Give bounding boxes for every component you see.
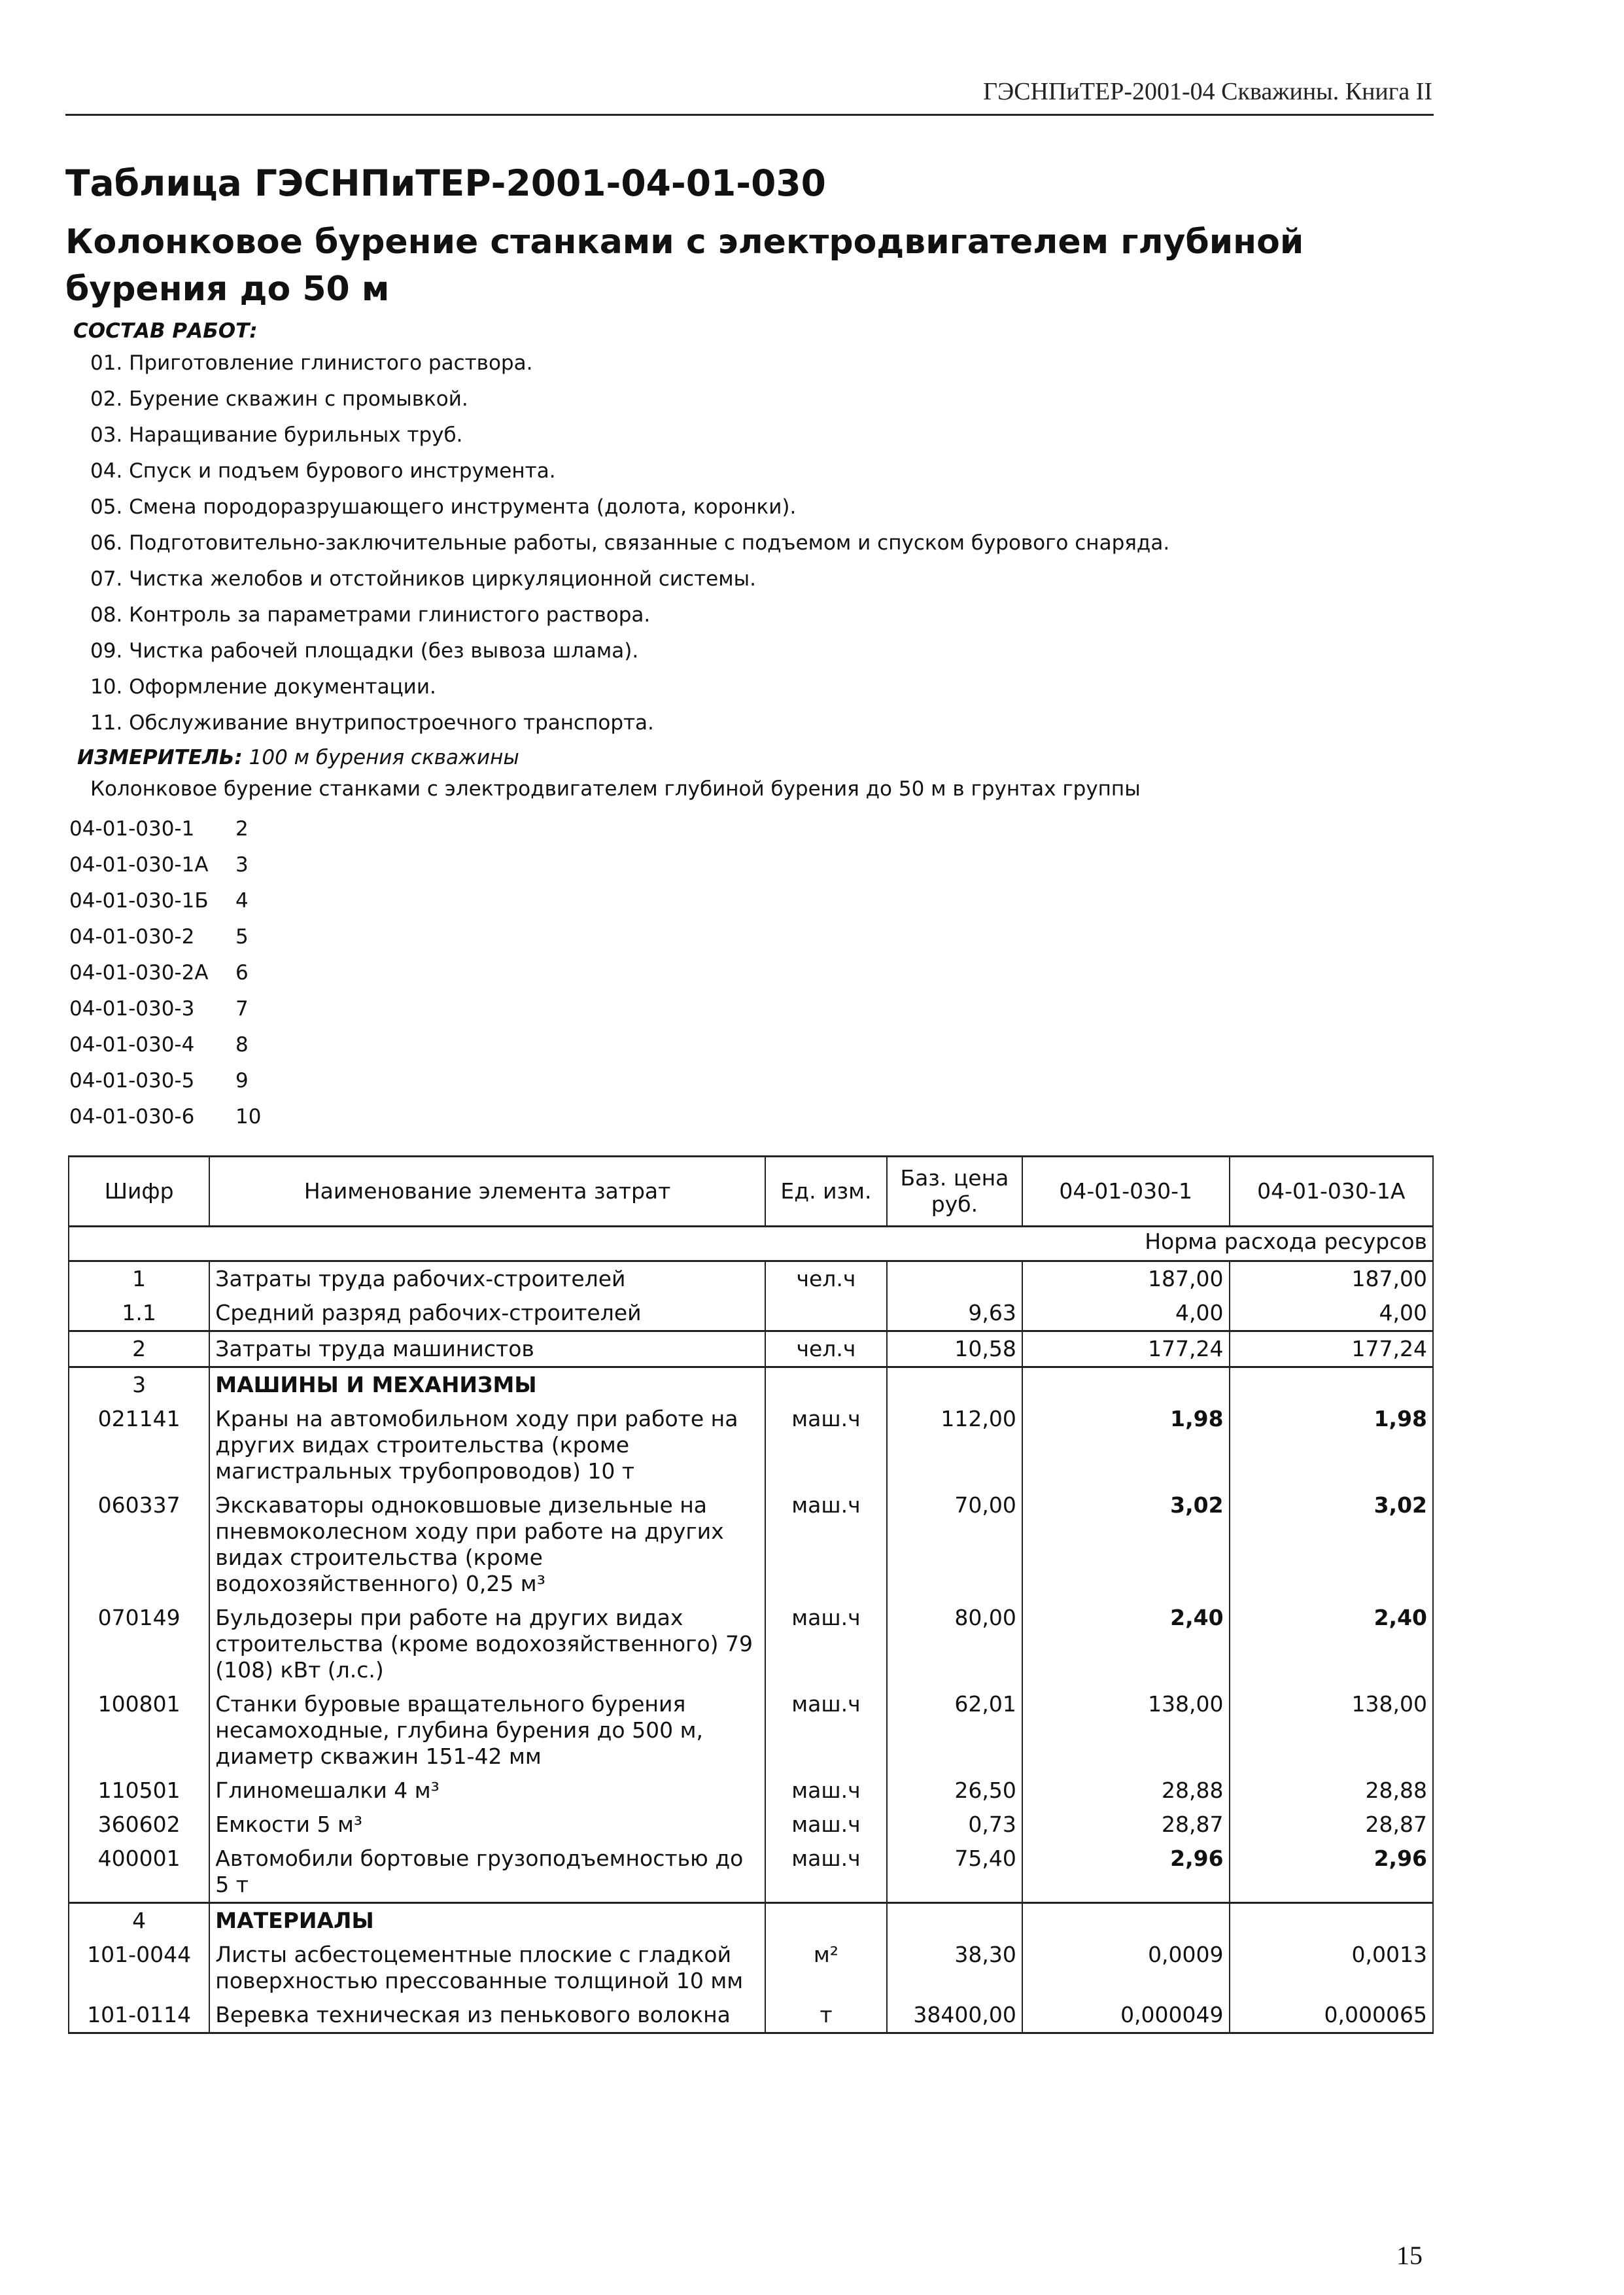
cell-code: 1.1 xyxy=(69,1296,209,1331)
cell-code: 060337 xyxy=(69,1488,209,1601)
work-item: 04. Спуск и подъем бурового инструмента. xyxy=(90,459,556,483)
work-item: 11. Обслуживание внутрипостроечного транспорта. xyxy=(90,711,654,735)
table-row xyxy=(69,1903,1433,1938)
cell-variant-2: 28,87 xyxy=(1230,1808,1433,1842)
norm-label: Норма расхода ресурсов xyxy=(69,1227,1433,1261)
cell-code: 101-0114 xyxy=(69,1998,209,2033)
table-row xyxy=(69,1402,1433,1488)
meter-label: ИЗМЕРИТЕЛЬ: xyxy=(77,746,243,769)
work-item: 08. Контроль за параметрами глинистого раствора. xyxy=(90,603,651,627)
cell-price xyxy=(887,1367,1022,1403)
variant-code: 04-01-030-1 xyxy=(69,817,195,841)
work-item: 05. Смена породоразрушающего инструмента (долота, коронки). xyxy=(90,495,797,519)
table-row xyxy=(69,1601,1433,1687)
variant-row xyxy=(69,811,261,847)
cell-variant-2: 177,24 xyxy=(1230,1331,1433,1367)
cell-unit: маш.ч xyxy=(765,1488,887,1601)
variant-code: 04-01-030-5 xyxy=(69,1069,195,1093)
table-row xyxy=(69,1938,1433,1998)
variant-intro: Колонковое бурение станками с электродвигателем глубиной бурения до 50 м в грунтах группы xyxy=(90,777,1141,801)
variant-group: 4 xyxy=(235,889,249,913)
variant-code: 04-01-030-2 xyxy=(69,925,195,949)
variant-row xyxy=(69,955,261,991)
cell-name: Экскаваторы одноковшовые дизельные на пневмоколесном ходу при работе на других видах строительства (кроме водохозяйственного) 0,25 м³ xyxy=(209,1488,765,1601)
header-variant-1: 04-01-030-1 xyxy=(1022,1157,1230,1227)
variant-row xyxy=(69,991,261,1027)
work-item: 06. Подготовительно-заключительные работы, связанные с подъемом и спуском бурового снаряда. xyxy=(90,531,1170,555)
table-row xyxy=(69,1367,1433,1403)
cell-unit xyxy=(765,1903,887,1938)
variant-code: 04-01-030-2А xyxy=(69,961,209,985)
header-price: Баз. цена руб. xyxy=(887,1157,1022,1227)
cell-variant-1: 177,24 xyxy=(1022,1331,1230,1367)
cell-unit: маш.ч xyxy=(765,1402,887,1488)
cell-unit: чел.ч xyxy=(765,1331,887,1367)
cell-variant-1 xyxy=(1022,1367,1230,1403)
cell-unit xyxy=(765,1296,887,1331)
table-row xyxy=(69,1331,1433,1367)
cell-name: Глиномешалки 4 м³ xyxy=(209,1774,765,1808)
variant-group: 8 xyxy=(235,1033,249,1057)
cell-variant-1: 0,000049 xyxy=(1022,1998,1230,2033)
variant-group: 9 xyxy=(235,1069,249,1093)
variant-group: 3 xyxy=(235,853,249,877)
variant-group: 5 xyxy=(235,925,249,949)
cell-unit: маш.ч xyxy=(765,1808,887,1842)
variant-group: 6 xyxy=(235,961,249,985)
cell-name: Листы асбестоцементные плоские с гладкой поверхностью прессованные толщиной 10 мм xyxy=(209,1938,765,1998)
variant-code: 04-01-030-6 xyxy=(69,1105,195,1129)
cell-variant-1: 28,87 xyxy=(1022,1808,1230,1842)
variant-code: 04-01-030-3 xyxy=(69,997,195,1021)
cell-unit: т xyxy=(765,1998,887,2033)
header-rule xyxy=(65,114,1434,116)
table-body xyxy=(69,1261,1433,2033)
table-row xyxy=(69,1808,1433,1842)
cell-variant-1: 138,00 xyxy=(1022,1687,1230,1774)
page-number: 15 xyxy=(1396,2241,1423,2270)
cell-name: Бульдозеры при работе на других видах строительства (кроме водохозяйственного) 79 (108) кВт (л.с.) xyxy=(209,1601,765,1687)
cell-code: 100801 xyxy=(69,1687,209,1774)
cell-price xyxy=(887,1903,1022,1938)
cell-variant-1: 187,00 xyxy=(1022,1261,1230,1297)
cell-variant-2: 2,96 xyxy=(1230,1842,1433,1903)
cell-variant-2: 4,00 xyxy=(1230,1296,1433,1331)
cell-price: 9,63 xyxy=(887,1296,1022,1331)
cell-price: 38,30 xyxy=(887,1938,1022,1998)
cell-unit: м² xyxy=(765,1938,887,1998)
cell-name: МАШИНЫ И МЕХАНИЗМЫ xyxy=(209,1367,765,1403)
resource-table xyxy=(68,1155,1434,2034)
cell-price: 80,00 xyxy=(887,1601,1022,1687)
variant-row xyxy=(69,1099,261,1135)
table-name-title: Колонковое бурение станками с электродвигателем глубиной бурения до 50 м xyxy=(65,222,1304,309)
cell-unit: чел.ч xyxy=(765,1261,887,1297)
cell-unit xyxy=(765,1367,887,1403)
cell-variant-1: 2,96 xyxy=(1022,1842,1230,1903)
cell-variant-1: 0,0009 xyxy=(1022,1938,1230,1998)
cell-name: Автомобили бортовые грузоподъемностью до 5 т xyxy=(209,1842,765,1903)
table-row xyxy=(69,1998,1433,2033)
table-id-title: Таблица ГЭСНПиТЕР-2001-04-01-030 xyxy=(65,162,826,204)
cell-variant-2 xyxy=(1230,1903,1433,1938)
cell-name: Затраты труда машинистов xyxy=(209,1331,765,1367)
variant-group: 2 xyxy=(235,817,249,841)
header-name: Наименование элемента затрат xyxy=(209,1157,765,1227)
table-row xyxy=(69,1488,1433,1601)
cell-code: 3 xyxy=(69,1367,209,1403)
cell-price: 112,00 xyxy=(887,1402,1022,1488)
cell-variant-1: 2,40 xyxy=(1022,1601,1230,1687)
cell-variant-1: 28,88 xyxy=(1022,1774,1230,1808)
variants-list xyxy=(69,811,261,1135)
variant-code: 04-01-030-1Б xyxy=(69,889,209,913)
norm-label-row xyxy=(69,1227,1433,1261)
table-header-row xyxy=(69,1157,1433,1227)
table-row xyxy=(69,1261,1433,1297)
works-label: СОСТАВ РАБОТ: xyxy=(73,319,258,343)
cell-code: 360602 xyxy=(69,1808,209,1842)
cell-name: Краны на автомобильном ходу при работе на других видах строительства (кроме магистральных трубопроводов) 10 т xyxy=(209,1402,765,1488)
cell-variant-1 xyxy=(1022,1903,1230,1938)
cell-variant-2: 138,00 xyxy=(1230,1687,1433,1774)
work-item: 07. Чистка желобов и отстойников циркуляционной системы. xyxy=(90,567,756,591)
cell-unit: маш.ч xyxy=(765,1601,887,1687)
cell-name: Веревка техническая из пенькового волокна xyxy=(209,1998,765,2033)
cell-variant-2: 3,02 xyxy=(1230,1488,1433,1601)
cell-code: 4 xyxy=(69,1903,209,1938)
works-list xyxy=(90,345,1169,741)
cell-price: 10,58 xyxy=(887,1331,1022,1367)
cell-price: 0,73 xyxy=(887,1808,1022,1842)
cell-unit: маш.ч xyxy=(765,1774,887,1808)
cell-code: 021141 xyxy=(69,1402,209,1488)
table-row xyxy=(69,1842,1433,1903)
variant-row xyxy=(69,847,261,883)
cell-code: 070149 xyxy=(69,1601,209,1687)
cell-price: 26,50 xyxy=(887,1774,1022,1808)
cell-unit: маш.ч xyxy=(765,1842,887,1903)
cell-code: 2 xyxy=(69,1331,209,1367)
cell-price: 75,40 xyxy=(887,1842,1022,1903)
cell-unit: маш.ч xyxy=(765,1687,887,1774)
variant-row xyxy=(69,1027,261,1063)
cell-name: Емкости 5 м³ xyxy=(209,1808,765,1842)
cell-name: Средний разряд рабочих-строителей xyxy=(209,1296,765,1331)
cell-price: 62,01 xyxy=(887,1687,1022,1774)
variant-group: 10 xyxy=(235,1105,262,1129)
cell-variant-2: 0,000065 xyxy=(1230,1998,1433,2033)
work-item: 09. Чистка рабочей площадки (без вывоза шлама). xyxy=(90,639,639,663)
variant-row xyxy=(69,883,261,919)
cell-variant-1: 1,98 xyxy=(1022,1402,1230,1488)
table-row xyxy=(69,1774,1433,1808)
cell-price xyxy=(887,1261,1022,1297)
cell-price: 38400,00 xyxy=(887,1998,1022,2033)
cell-code: 101-0044 xyxy=(69,1938,209,1998)
header-unit: Ед. изм. xyxy=(765,1157,887,1227)
variant-row xyxy=(69,1063,261,1099)
variant-code: 04-01-030-4 xyxy=(69,1033,195,1057)
header-variant-2: 04-01-030-1А xyxy=(1230,1157,1433,1227)
cell-code: 1 xyxy=(69,1261,209,1297)
variant-code: 04-01-030-1А xyxy=(69,853,209,877)
cell-variant-2: 28,88 xyxy=(1230,1774,1433,1808)
cell-variant-2: 2,40 xyxy=(1230,1601,1433,1687)
variant-row xyxy=(69,919,261,955)
work-item: 03. Наращивание бурильных труб. xyxy=(90,423,463,447)
cell-name: Затраты труда рабочих-строителей xyxy=(209,1261,765,1297)
work-item: 10. Оформление документации. xyxy=(90,675,436,699)
cell-variant-1: 4,00 xyxy=(1022,1296,1230,1331)
work-item: 01. Приготовление глинистого раствора. xyxy=(90,351,533,375)
work-item: 02. Бурение скважин с промывкой. xyxy=(90,387,468,411)
cell-code: 400001 xyxy=(69,1842,209,1903)
variant-group: 7 xyxy=(235,997,249,1021)
cell-name: МАТЕРИАЛЫ xyxy=(209,1903,765,1938)
table-row xyxy=(69,1687,1433,1774)
table-row xyxy=(69,1296,1433,1331)
running-header: ГЭСНПиТЕР-2001-04 Скважины. Книга II xyxy=(983,78,1432,105)
cell-variant-2: 187,00 xyxy=(1230,1261,1433,1297)
meter-value: 100 м бурения скважины xyxy=(249,746,519,769)
meter-line xyxy=(77,746,519,769)
cell-name: Станки буровые вращательного бурения несамоходные, глубина бурения до 500 м, диаметр скважин 151-42 мм xyxy=(209,1687,765,1774)
cell-variant-2 xyxy=(1230,1367,1433,1403)
cell-code: 110501 xyxy=(69,1774,209,1808)
cell-variant-1: 3,02 xyxy=(1022,1488,1230,1601)
cell-price: 70,00 xyxy=(887,1488,1022,1601)
header-code: Шифр xyxy=(69,1157,209,1227)
cell-variant-2: 0,0013 xyxy=(1230,1938,1433,1998)
cell-variant-2: 1,98 xyxy=(1230,1402,1433,1488)
